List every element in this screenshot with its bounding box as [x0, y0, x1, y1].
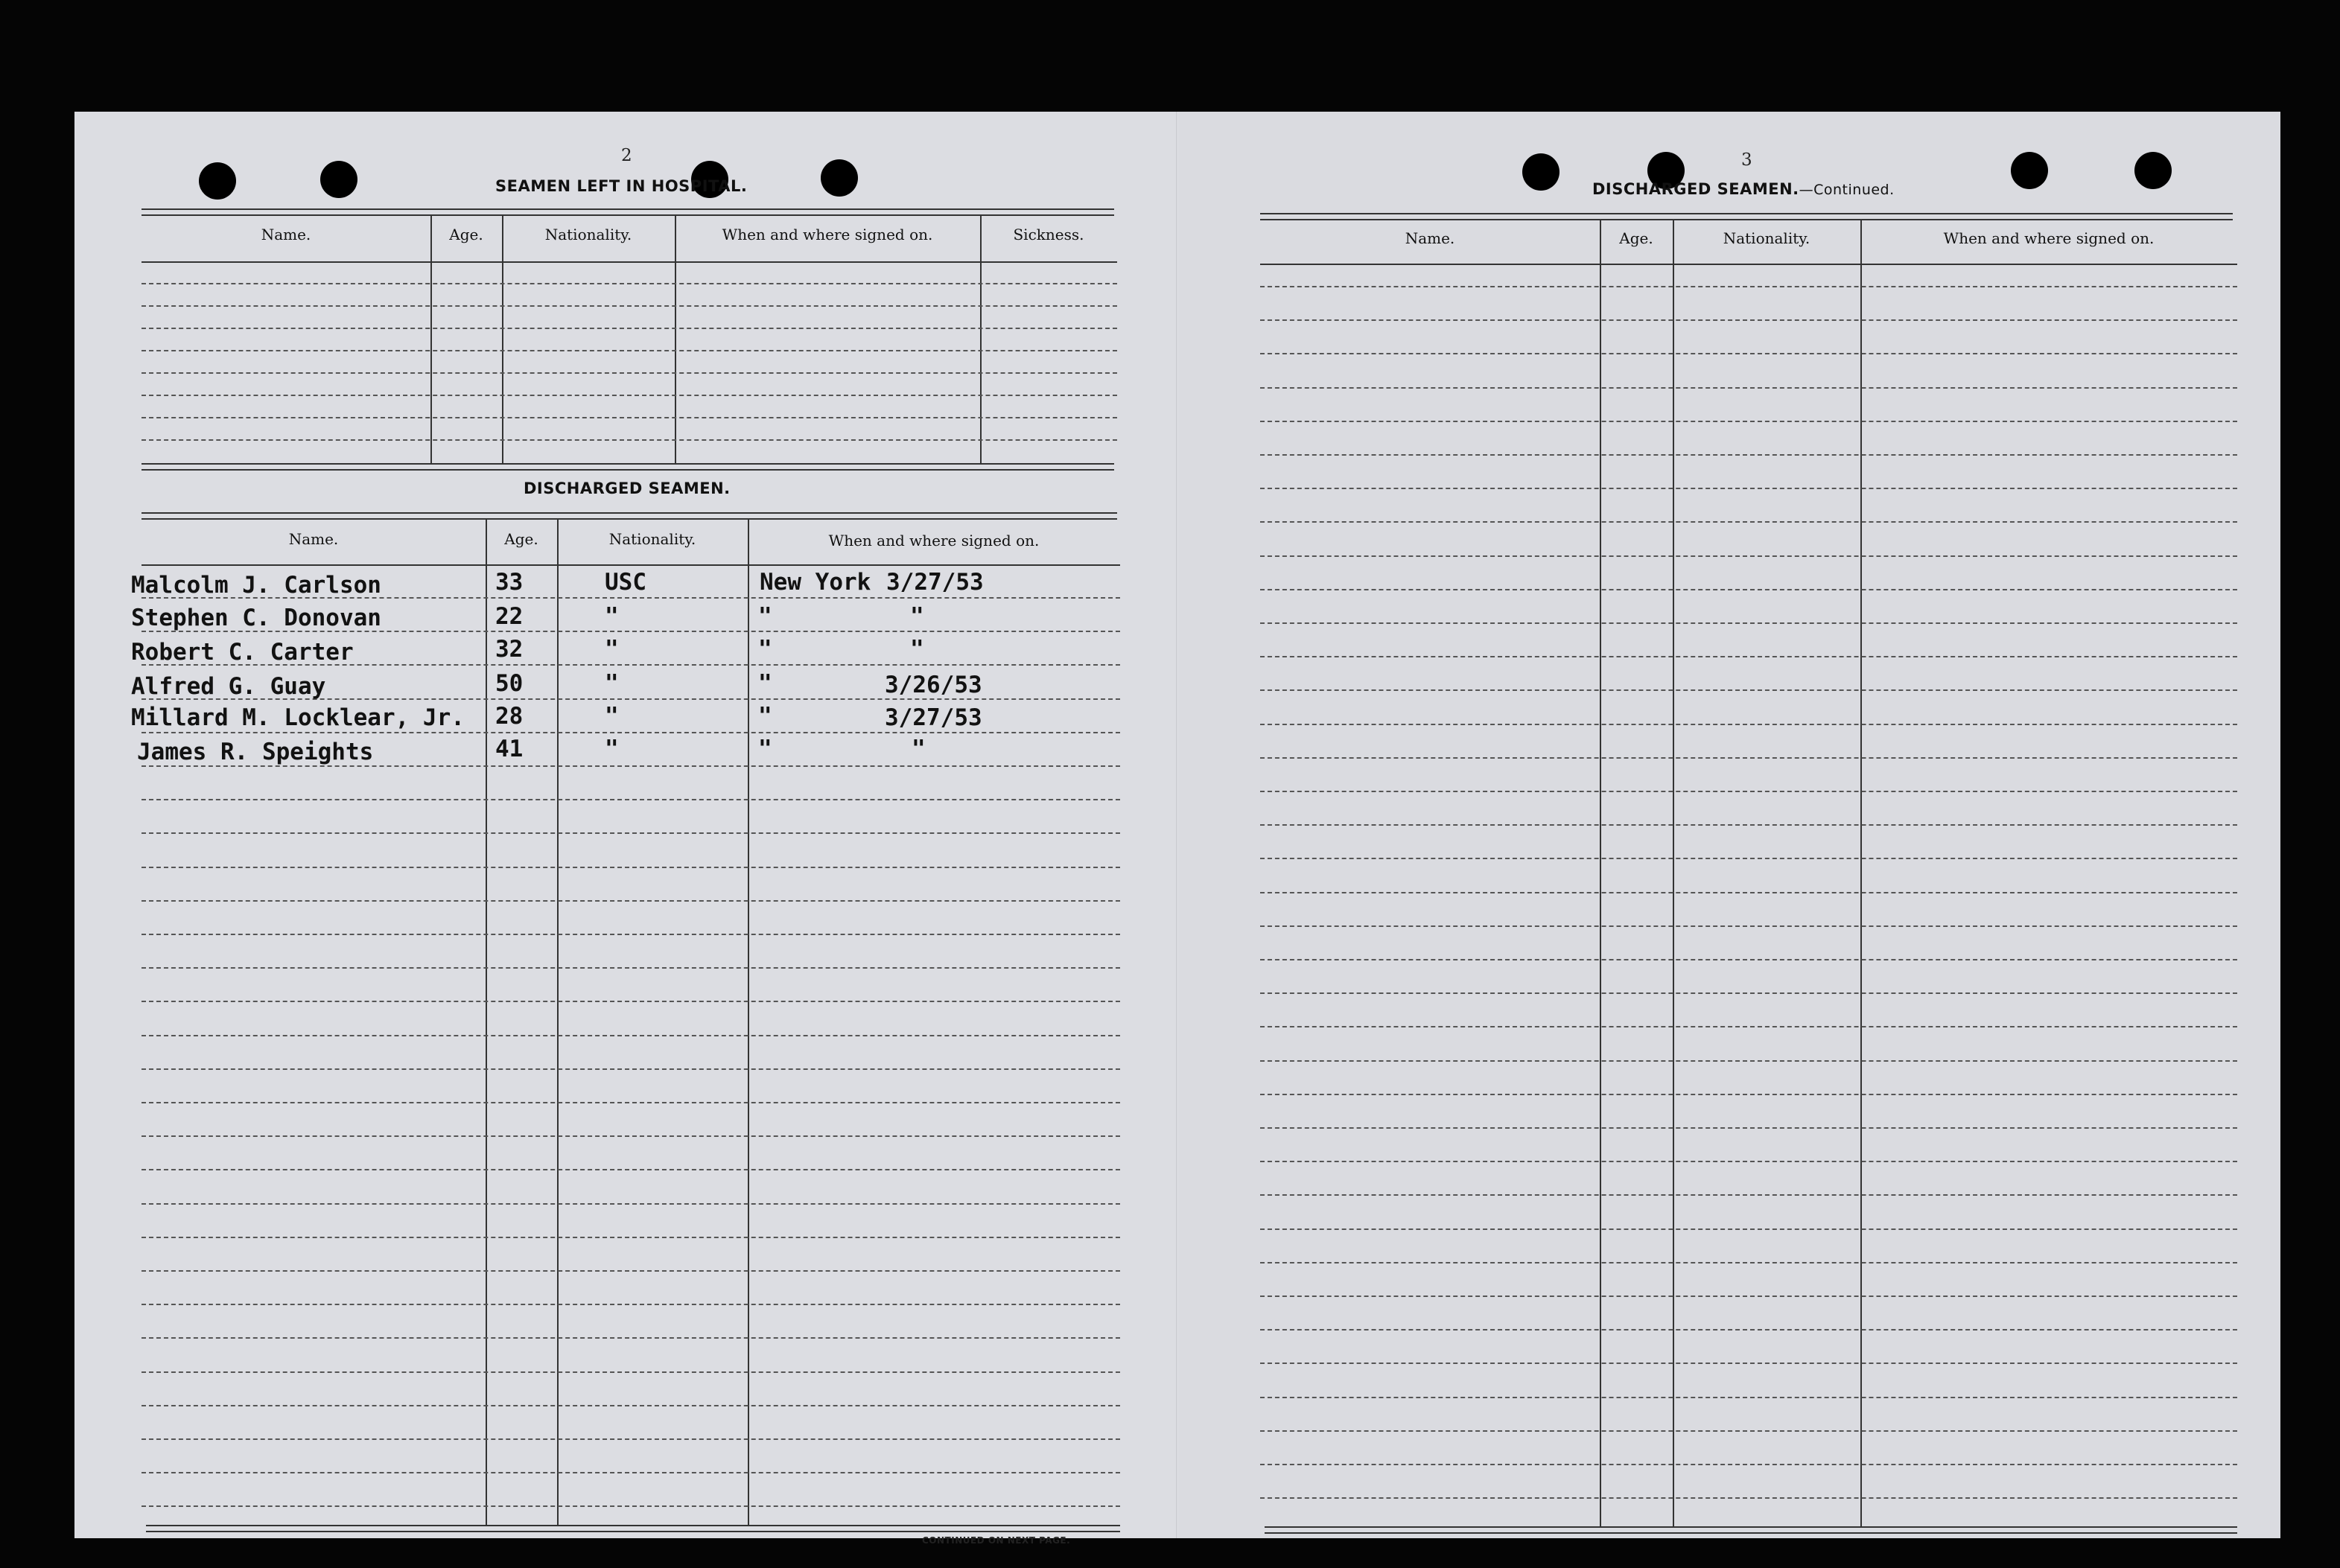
row-rule [1260, 286, 2237, 287]
row-rule [1260, 724, 2237, 725]
row-rule [142, 328, 1117, 329]
row-rule [142, 283, 1117, 284]
row-rule [1260, 1397, 2237, 1398]
hospital-col-nationality: Nationality. [544, 226, 632, 243]
discharged-header-rule [142, 564, 1120, 566]
row-rule [142, 350, 1117, 351]
row-rule [142, 1304, 1120, 1305]
seaman-nationality: " [605, 636, 619, 663]
seaman-signed-date: 3/26/53 [885, 672, 982, 698]
seaman-age: 28 [495, 703, 524, 730]
row-rule [1260, 521, 2237, 523]
seaman-age: 32 [495, 636, 524, 663]
seaman-signed-place: " [758, 736, 772, 762]
col-divider [1600, 220, 1601, 1528]
row-rule [142, 765, 1120, 767]
seaman-signed-place: New York [760, 569, 871, 596]
page-number: 3 [1741, 150, 1752, 170]
row-rule [1260, 1329, 2237, 1330]
row-rule [1260, 1127, 2237, 1129]
seaman-name: Alfred G. Guay [131, 673, 326, 700]
right-col-signed-on: When and where signed on. [1943, 229, 2155, 247]
seaman-signed-place: " [758, 603, 772, 630]
left-page [74, 112, 1178, 1546]
row-rule [142, 1270, 1120, 1272]
hospital-section-title: SEAMEN LEFT IN HOSPITAL. [495, 177, 748, 195]
row-rule [142, 395, 1117, 396]
row-rule [1260, 689, 2237, 691]
row-rule [142, 1068, 1120, 1070]
punch-hole [821, 159, 858, 197]
row-rule [1260, 387, 2237, 389]
row-rule [142, 1203, 1120, 1205]
right-table-top-rule [1260, 213, 2233, 220]
row-rule [142, 967, 1120, 969]
row-rule [1260, 824, 2237, 826]
row-rule [1260, 1262, 2237, 1263]
row-rule [142, 305, 1117, 307]
row-rule [1260, 757, 2237, 759]
row-rule [142, 832, 1120, 834]
row-rule [1260, 1295, 2237, 1297]
punch-hole [1522, 153, 1560, 191]
punch-hole [199, 162, 236, 200]
row-rule [1260, 589, 2237, 590]
right-col-name: Name. [1405, 229, 1455, 247]
punch-hole [2134, 152, 2172, 189]
seaman-name: Millard M. Locklear, Jr. [131, 704, 465, 731]
row-rule [1260, 1194, 2237, 1196]
col-divider [675, 216, 676, 465]
seaman-signed-date: 3/27/53 [885, 704, 982, 731]
page-number: 2 [621, 146, 632, 165]
seaman-nationality: " [605, 603, 619, 630]
discharged-col-name: Name. [288, 530, 339, 548]
seaman-signed-date: " [910, 636, 924, 663]
row-rule [1260, 454, 2237, 456]
row-rule [1260, 421, 2237, 422]
continued-section-title [1592, 180, 1895, 198]
seaman-age: 33 [495, 569, 524, 596]
row-rule [142, 1505, 1120, 1507]
row-rule [142, 372, 1117, 374]
col-divider [430, 216, 432, 465]
row-rule [142, 934, 1120, 935]
row-rule [1260, 1228, 2237, 1230]
continued-note: CONTINUED ON NEXT PAGE. [922, 1535, 1071, 1546]
row-rule [142, 439, 1117, 441]
col-divider [1860, 220, 1862, 1528]
hospital-table-top-rule [142, 208, 1114, 216]
seaman-name: Robert C. Carter [131, 639, 354, 666]
seaman-name: Stephen C. Donovan [131, 605, 381, 631]
row-rule [142, 1102, 1120, 1103]
seaman-signed-place: " [758, 670, 772, 697]
col-divider [1673, 220, 1674, 1528]
seaman-signed-date: " [912, 736, 926, 762]
right-col-nationality: Nationality. [1723, 229, 1810, 247]
discharged-col-signed-on: When and where signed on. [828, 532, 1040, 549]
seaman-name: James R. Speights [137, 739, 374, 765]
row-rule [142, 900, 1120, 902]
col-divider [502, 216, 503, 465]
row-rule [142, 1472, 1120, 1473]
discharged-table-top-rule [142, 512, 1117, 520]
discharged-col-age: Age. [504, 530, 538, 548]
punch-hole [2011, 152, 2048, 189]
row-rule [142, 1438, 1120, 1440]
seaman-name: Malcolm J. Carlson [131, 572, 381, 599]
right-table-bottom-rule [1265, 1526, 2237, 1534]
continued-section-title-main: DISCHARGED SEAMEN. [1592, 180, 1799, 198]
row-rule [1260, 1497, 2237, 1499]
row-rule [1260, 925, 2237, 927]
row-rule [1260, 1430, 2237, 1432]
row-rule [1260, 1060, 2237, 1062]
row-rule [1260, 892, 2237, 893]
col-divider [486, 520, 487, 1526]
row-rule [1260, 1161, 2237, 1162]
seaman-age: 41 [495, 736, 524, 762]
row-rule [1260, 319, 2237, 321]
row-rule [1260, 353, 2237, 354]
col-divider [748, 520, 749, 1526]
row-rule [1260, 1094, 2237, 1095]
row-rule [1260, 992, 2237, 994]
row-rule [1260, 488, 2237, 489]
seaman-signed-place: " [758, 636, 772, 663]
row-rule [142, 732, 1120, 733]
hospital-header-rule [142, 261, 1117, 263]
row-rule [1260, 656, 2237, 657]
hospital-table-bottom-rule [142, 463, 1114, 471]
row-rule [142, 1371, 1120, 1373]
right-page [1178, 112, 2280, 1538]
col-divider [557, 520, 559, 1526]
seaman-nationality: " [605, 736, 619, 762]
seaman-signed-place: " [758, 703, 772, 730]
row-rule [142, 1169, 1120, 1170]
row-rule [1260, 1464, 2237, 1465]
right-col-age: Age. [1619, 229, 1653, 247]
discharged-table-bottom-rule [146, 1525, 1120, 1532]
hospital-col-name: Name. [261, 226, 311, 243]
row-rule [142, 417, 1117, 418]
row-rule [1260, 1363, 2237, 1364]
row-rule [1260, 622, 2237, 624]
seaman-signed-date: " [910, 603, 924, 630]
hospital-col-age: Age. [449, 226, 483, 243]
row-rule [142, 1035, 1120, 1036]
punch-hole [320, 161, 357, 198]
seaman-nationality: USC [605, 569, 646, 596]
row-rule [142, 1001, 1120, 1002]
seaman-nationality: " [605, 670, 619, 697]
row-rule [142, 867, 1120, 868]
col-divider [980, 216, 982, 465]
row-rule [142, 1337, 1120, 1339]
row-rule [142, 1405, 1120, 1406]
discharged-section-title: DISCHARGED SEAMEN. [524, 479, 731, 497]
row-rule [1260, 1026, 2237, 1027]
row-rule [142, 1135, 1120, 1137]
row-rule [142, 1237, 1120, 1238]
right-header-rule [1260, 264, 2237, 265]
row-rule [1260, 858, 2237, 859]
row-rule [142, 799, 1120, 800]
continued-suffix: —Continued. [1799, 182, 1895, 198]
discharged-col-nationality: Nationality. [608, 530, 696, 548]
seaman-nationality: " [605, 703, 619, 730]
hospital-col-sickness: Sickness. [1013, 226, 1084, 243]
seaman-age: 50 [495, 670, 524, 697]
seaman-age: 22 [495, 603, 524, 630]
row-rule [1260, 555, 2237, 557]
seaman-signed-date: 3/27/53 [886, 569, 984, 596]
hospital-col-signed-on: When and where signed on. [722, 226, 933, 243]
row-rule [1260, 959, 2237, 960]
row-rule [1260, 791, 2237, 792]
